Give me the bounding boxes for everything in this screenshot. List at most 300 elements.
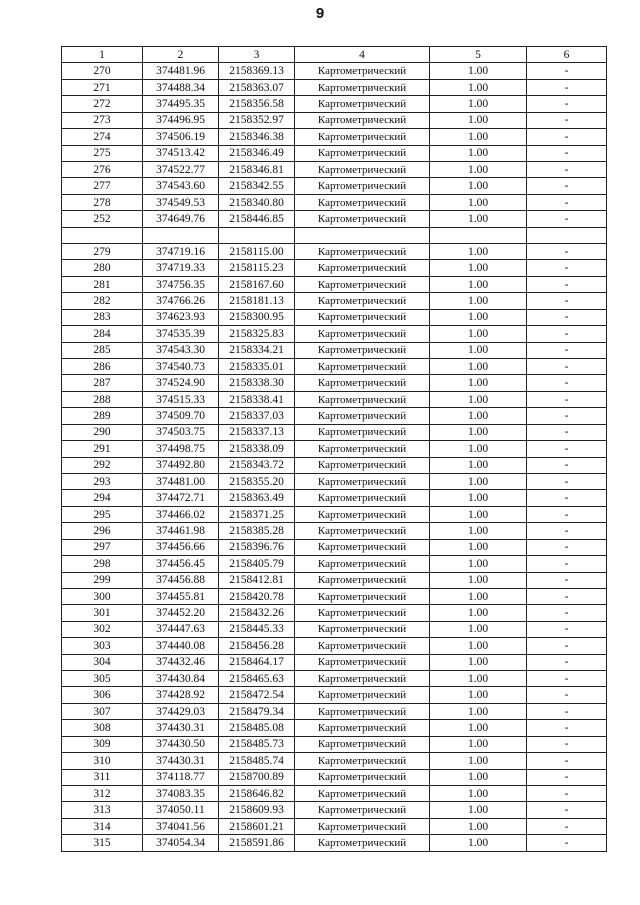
accuracy-cell: 1.00 [430, 375, 527, 391]
table-row [62, 391, 607, 407]
method-cell: Картометрический [295, 391, 430, 407]
note-cell: - [527, 79, 607, 95]
point-number-cell: 298 [62, 556, 143, 572]
y-coordinate-cell: 2158472.54 [219, 687, 295, 703]
note-cell: - [527, 785, 607, 801]
accuracy-cell: 1.00 [430, 457, 527, 473]
y-coordinate-cell: 2158338.09 [219, 441, 295, 457]
table-row [62, 703, 607, 719]
note-cell: - [527, 473, 607, 489]
note-cell: - [527, 818, 607, 834]
point-number-cell: 310 [62, 753, 143, 769]
y-coordinate-cell: 2158334.21 [219, 342, 295, 358]
table-row [62, 244, 607, 260]
x-coordinate-cell: 374756.35 [143, 276, 219, 292]
table-row [62, 178, 607, 194]
y-coordinate-cell: 2158363.49 [219, 490, 295, 506]
method-cell [295, 227, 430, 243]
point-number-cell: 282 [62, 293, 143, 309]
note-cell: - [527, 194, 607, 210]
y-coordinate-cell: 2158115.00 [219, 244, 295, 260]
accuracy-cell: 1.00 [430, 391, 527, 407]
accuracy-cell: 1.00 [430, 359, 527, 375]
x-coordinate-cell: 374535.39 [143, 326, 219, 342]
note-cell: - [527, 572, 607, 588]
note-cell: - [527, 654, 607, 670]
y-coordinate-cell: 2158338.30 [219, 375, 295, 391]
x-coordinate-cell: 374509.70 [143, 408, 219, 424]
table-row [62, 588, 607, 604]
x-coordinate-cell: 374524.90 [143, 375, 219, 391]
y-coordinate-cell: 2158337.13 [219, 424, 295, 440]
method-cell: Картометрический [295, 375, 430, 391]
method-cell: Картометрический [295, 129, 430, 145]
note-cell: - [527, 293, 607, 309]
y-coordinate-cell: 2158355.20 [219, 473, 295, 489]
table-row [62, 490, 607, 506]
table-row [62, 359, 607, 375]
point-number-cell: 305 [62, 671, 143, 687]
method-cell: Картометрический [295, 276, 430, 292]
y-coordinate-cell: 2158346.49 [219, 145, 295, 161]
point-number-cell: 315 [62, 835, 143, 851]
x-coordinate-cell: 374456.88 [143, 572, 219, 588]
y-coordinate-cell: 2158115.23 [219, 260, 295, 276]
accuracy-cell: 1.00 [430, 785, 527, 801]
point-number-cell: 286 [62, 359, 143, 375]
method-cell: Картометрический [295, 753, 430, 769]
accuracy-cell: 1.00 [430, 79, 527, 95]
accuracy-cell: 1.00 [430, 638, 527, 654]
y-coordinate-cell: 2158396.76 [219, 539, 295, 555]
x-coordinate-cell: 374461.98 [143, 523, 219, 539]
x-coordinate-cell [143, 227, 219, 243]
accuracy-cell: 1.00 [430, 490, 527, 506]
method-cell: Картометрический [295, 605, 430, 621]
x-coordinate-cell: 374766.26 [143, 293, 219, 309]
table-row [62, 145, 607, 161]
accuracy-cell: 1.00 [430, 588, 527, 604]
accuracy-cell: 1.00 [430, 473, 527, 489]
table-row [62, 96, 607, 112]
x-coordinate-cell: 374513.42 [143, 145, 219, 161]
x-coordinate-cell: 374522.77 [143, 161, 219, 177]
table-row [62, 375, 607, 391]
accuracy-cell: 1.00 [430, 506, 527, 522]
table-row [62, 342, 607, 358]
y-coordinate-cell: 2158591.86 [219, 835, 295, 851]
table-row [62, 835, 607, 851]
point-number-cell: 277 [62, 178, 143, 194]
method-cell: Картометрический [295, 79, 430, 95]
x-coordinate-cell: 374050.11 [143, 802, 219, 818]
table-row [62, 63, 607, 79]
x-coordinate-cell: 374430.31 [143, 720, 219, 736]
x-coordinate-cell: 374649.76 [143, 211, 219, 227]
table-row [62, 572, 607, 588]
table-row [62, 161, 607, 177]
method-cell: Картометрический [295, 769, 430, 785]
column-header-2: 2 [143, 47, 219, 63]
y-coordinate-cell: 2158412.81 [219, 572, 295, 588]
accuracy-cell: 1.00 [430, 424, 527, 440]
y-coordinate-cell: 2158335.01 [219, 359, 295, 375]
y-coordinate-cell: 2158456.28 [219, 638, 295, 654]
note-cell: - [527, 539, 607, 555]
method-cell: Картометрический [295, 244, 430, 260]
point-number-cell: 294 [62, 490, 143, 506]
table-row [62, 129, 607, 145]
note-cell: - [527, 753, 607, 769]
y-coordinate-cell: 2158363.07 [219, 79, 295, 95]
y-coordinate-cell: 2158385.28 [219, 523, 295, 539]
y-coordinate-cell: 2158420.78 [219, 588, 295, 604]
y-coordinate-cell: 2158346.81 [219, 161, 295, 177]
method-cell: Картометрический [295, 293, 430, 309]
note-cell: - [527, 112, 607, 128]
x-coordinate-cell: 374428.92 [143, 687, 219, 703]
table-row [62, 211, 607, 227]
method-cell: Картометрический [295, 835, 430, 851]
accuracy-cell: 1.00 [430, 178, 527, 194]
point-number-cell: 306 [62, 687, 143, 703]
method-cell: Картометрический [295, 539, 430, 555]
note-cell: - [527, 490, 607, 506]
x-coordinate-cell: 374515.33 [143, 391, 219, 407]
accuracy-cell: 1.00 [430, 112, 527, 128]
point-number-cell: 308 [62, 720, 143, 736]
method-cell: Картометрический [295, 342, 430, 358]
note-cell: - [527, 703, 607, 719]
point-number-cell: 313 [62, 802, 143, 818]
point-number-cell: 284 [62, 326, 143, 342]
note-cell: - [527, 523, 607, 539]
table-row [62, 769, 607, 785]
point-number-cell: 273 [62, 112, 143, 128]
accuracy-cell: 1.00 [430, 539, 527, 555]
y-coordinate-cell: 2158343.72 [219, 457, 295, 473]
method-cell: Картометрический [295, 654, 430, 670]
accuracy-cell: 1.00 [430, 441, 527, 457]
note-cell: - [527, 145, 607, 161]
page-number: 9 [315, 5, 325, 22]
point-number-cell: 274 [62, 129, 143, 145]
point-number-cell: 285 [62, 342, 143, 358]
point-number-cell: 287 [62, 375, 143, 391]
column-header-6: 6 [527, 47, 607, 63]
point-number-cell: 312 [62, 785, 143, 801]
x-coordinate-cell: 374466.02 [143, 506, 219, 522]
x-coordinate-cell: 374495.35 [143, 96, 219, 112]
y-coordinate-cell: 2158405.79 [219, 556, 295, 572]
table-row [62, 736, 607, 752]
y-coordinate-cell: 2158371.25 [219, 506, 295, 522]
x-coordinate-cell: 374540.73 [143, 359, 219, 375]
note-cell: - [527, 260, 607, 276]
x-coordinate-cell: 374452.20 [143, 605, 219, 621]
point-number-cell: 304 [62, 654, 143, 670]
accuracy-cell: 1.00 [430, 736, 527, 752]
accuracy-cell: 1.00 [430, 244, 527, 260]
method-cell: Картометрический [295, 408, 430, 424]
note-cell [527, 227, 607, 243]
coordinates-table [61, 46, 607, 852]
point-number-cell: 278 [62, 194, 143, 210]
note-cell: - [527, 309, 607, 325]
method-cell: Картометрический [295, 260, 430, 276]
note-cell: - [527, 720, 607, 736]
note-cell: - [527, 769, 607, 785]
accuracy-cell: 1.00 [430, 753, 527, 769]
table-row [62, 260, 607, 276]
note-cell: - [527, 276, 607, 292]
point-number-cell: 300 [62, 588, 143, 604]
note-cell: - [527, 556, 607, 572]
method-cell: Картометрический [295, 326, 430, 342]
method-cell: Картометрический [295, 211, 430, 227]
table-row [62, 785, 607, 801]
note-cell: - [527, 802, 607, 818]
y-coordinate-cell: 2158337.03 [219, 408, 295, 424]
y-coordinate-cell: 2158325.83 [219, 326, 295, 342]
method-cell: Картометрический [295, 473, 430, 489]
method-cell: Картометрический [295, 359, 430, 375]
method-cell: Картометрический [295, 441, 430, 457]
y-coordinate-cell: 2158356.58 [219, 96, 295, 112]
point-number-cell: 303 [62, 638, 143, 654]
accuracy-cell: 1.00 [430, 161, 527, 177]
x-coordinate-cell: 374623.93 [143, 309, 219, 325]
x-coordinate-cell: 374430.84 [143, 671, 219, 687]
note-cell: - [527, 638, 607, 654]
point-number-cell: 314 [62, 818, 143, 834]
x-coordinate-cell: 374492.80 [143, 457, 219, 473]
point-number-cell: 252 [62, 211, 143, 227]
accuracy-cell: 1.00 [430, 260, 527, 276]
accuracy-cell: 1.00 [430, 818, 527, 834]
x-coordinate-cell: 374430.50 [143, 736, 219, 752]
x-coordinate-cell: 374543.30 [143, 342, 219, 358]
note-cell: - [527, 506, 607, 522]
point-number-cell: 301 [62, 605, 143, 621]
x-coordinate-cell: 374430.31 [143, 753, 219, 769]
point-number-cell: 283 [62, 309, 143, 325]
method-cell: Картометрический [295, 112, 430, 128]
y-coordinate-cell: 2158445.33 [219, 621, 295, 637]
x-coordinate-cell: 374440.08 [143, 638, 219, 654]
y-coordinate-cell: 2158432.26 [219, 605, 295, 621]
accuracy-cell: 1.00 [430, 293, 527, 309]
method-cell: Картометрический [295, 506, 430, 522]
note-cell: - [527, 391, 607, 407]
accuracy-cell: 1.00 [430, 605, 527, 621]
method-cell: Картометрический [295, 785, 430, 801]
table-row [62, 408, 607, 424]
table-row [62, 326, 607, 342]
method-cell: Картометрический [295, 63, 430, 79]
x-coordinate-cell: 374429.03 [143, 703, 219, 719]
note-cell: - [527, 342, 607, 358]
note-cell: - [527, 96, 607, 112]
accuracy-cell: 1.00 [430, 145, 527, 161]
note-cell: - [527, 375, 607, 391]
point-number-cell [62, 227, 143, 243]
x-coordinate-cell: 374503.75 [143, 424, 219, 440]
accuracy-cell: 1.00 [430, 654, 527, 670]
method-cell: Картометрический [295, 638, 430, 654]
accuracy-cell: 1.00 [430, 194, 527, 210]
table-row [62, 112, 607, 128]
point-number-cell: 288 [62, 391, 143, 407]
column-header-5: 5 [430, 47, 527, 63]
accuracy-cell: 1.00 [430, 129, 527, 145]
column-header-4: 4 [295, 47, 430, 63]
point-number-cell: 311 [62, 769, 143, 785]
note-cell: - [527, 129, 607, 145]
point-number-cell: 290 [62, 424, 143, 440]
x-coordinate-cell: 374506.19 [143, 129, 219, 145]
note-cell: - [527, 457, 607, 473]
x-coordinate-cell: 374456.45 [143, 556, 219, 572]
table-row [62, 753, 607, 769]
accuracy-cell: 1.00 [430, 572, 527, 588]
x-coordinate-cell: 374054.34 [143, 835, 219, 851]
y-coordinate-cell: 2158300.95 [219, 309, 295, 325]
accuracy-cell: 1.00 [430, 835, 527, 851]
table-row [62, 457, 607, 473]
method-cell: Картометрический [295, 556, 430, 572]
accuracy-cell: 1.00 [430, 309, 527, 325]
table-row [62, 621, 607, 637]
method-cell: Картометрический [295, 687, 430, 703]
x-coordinate-cell: 374481.00 [143, 473, 219, 489]
x-coordinate-cell: 374456.66 [143, 539, 219, 555]
accuracy-cell: 1.00 [430, 63, 527, 79]
accuracy-cell: 1.00 [430, 326, 527, 342]
method-cell: Картометрический [295, 572, 430, 588]
table-row [62, 194, 607, 210]
method-cell: Картометрический [295, 178, 430, 194]
method-cell: Картометрический [295, 457, 430, 473]
method-cell: Картометрический [295, 588, 430, 604]
y-coordinate-cell: 2158485.73 [219, 736, 295, 752]
table-row [62, 605, 607, 621]
point-number-cell: 291 [62, 441, 143, 457]
note-cell: - [527, 359, 607, 375]
note-cell: - [527, 605, 607, 621]
point-number-cell: 292 [62, 457, 143, 473]
point-number-cell: 302 [62, 621, 143, 637]
table-row [62, 523, 607, 539]
accuracy-cell: 1.00 [430, 556, 527, 572]
accuracy-cell: 1.00 [430, 96, 527, 112]
method-cell: Картометрический [295, 703, 430, 719]
y-coordinate-cell: 2158369.13 [219, 63, 295, 79]
accuracy-cell: 1.00 [430, 671, 527, 687]
x-coordinate-cell: 374719.16 [143, 244, 219, 260]
point-number-cell: 309 [62, 736, 143, 752]
table-header [62, 47, 607, 63]
note-cell: - [527, 408, 607, 424]
table-row [62, 227, 607, 243]
table-row [62, 309, 607, 325]
x-coordinate-cell: 374118.77 [143, 769, 219, 785]
y-coordinate-cell: 2158167.60 [219, 276, 295, 292]
method-cell: Картометрический [295, 161, 430, 177]
table-row [62, 687, 607, 703]
note-cell: - [527, 687, 607, 703]
method-cell: Картометрический [295, 802, 430, 818]
table-row [62, 818, 607, 834]
x-coordinate-cell: 374496.95 [143, 112, 219, 128]
table-row [62, 638, 607, 654]
note-cell: - [527, 326, 607, 342]
point-number-cell: 296 [62, 523, 143, 539]
y-coordinate-cell: 2158465.63 [219, 671, 295, 687]
y-coordinate-cell: 2158609.93 [219, 802, 295, 818]
x-coordinate-cell: 374498.75 [143, 441, 219, 457]
method-cell: Картометрический [295, 671, 430, 687]
column-header-1: 1 [62, 47, 143, 63]
accuracy-cell: 1.00 [430, 769, 527, 785]
note-cell: - [527, 424, 607, 440]
accuracy-cell: 1.00 [430, 621, 527, 637]
accuracy-cell: 1.00 [430, 276, 527, 292]
table-row [62, 556, 607, 572]
point-number-cell: 275 [62, 145, 143, 161]
accuracy-cell: 1.00 [430, 703, 527, 719]
method-cell: Картометрический [295, 736, 430, 752]
y-coordinate-cell: 2158485.08 [219, 720, 295, 736]
note-cell: - [527, 671, 607, 687]
method-cell: Картометрический [295, 194, 430, 210]
point-number-cell: 270 [62, 63, 143, 79]
table-row [62, 539, 607, 555]
y-coordinate-cell: 2158346.38 [219, 129, 295, 145]
note-cell: - [527, 244, 607, 260]
table-row [62, 720, 607, 736]
note-cell: - [527, 441, 607, 457]
method-cell: Картометрический [295, 818, 430, 834]
y-coordinate-cell: 2158342.55 [219, 178, 295, 194]
y-coordinate-cell: 2158700.89 [219, 769, 295, 785]
method-cell: Картометрический [295, 309, 430, 325]
note-cell: - [527, 161, 607, 177]
point-number-cell: 272 [62, 96, 143, 112]
point-number-cell: 276 [62, 161, 143, 177]
point-number-cell: 279 [62, 244, 143, 260]
point-number-cell: 281 [62, 276, 143, 292]
x-coordinate-cell: 374432.46 [143, 654, 219, 670]
method-cell: Картометрический [295, 523, 430, 539]
method-cell: Картометрический [295, 720, 430, 736]
header-row [62, 47, 607, 63]
method-cell: Картометрический [295, 96, 430, 112]
table-row [62, 473, 607, 489]
table-body [62, 63, 607, 851]
y-coordinate-cell: 2158485.74 [219, 753, 295, 769]
x-coordinate-cell: 374472.71 [143, 490, 219, 506]
x-coordinate-cell: 374488.34 [143, 79, 219, 95]
note-cell: - [527, 178, 607, 194]
point-number-cell: 297 [62, 539, 143, 555]
x-coordinate-cell: 374549.53 [143, 194, 219, 210]
y-coordinate-cell: 2158338.41 [219, 391, 295, 407]
y-coordinate-cell: 2158352.97 [219, 112, 295, 128]
x-coordinate-cell: 374083.35 [143, 785, 219, 801]
table-row [62, 654, 607, 670]
point-number-cell: 299 [62, 572, 143, 588]
